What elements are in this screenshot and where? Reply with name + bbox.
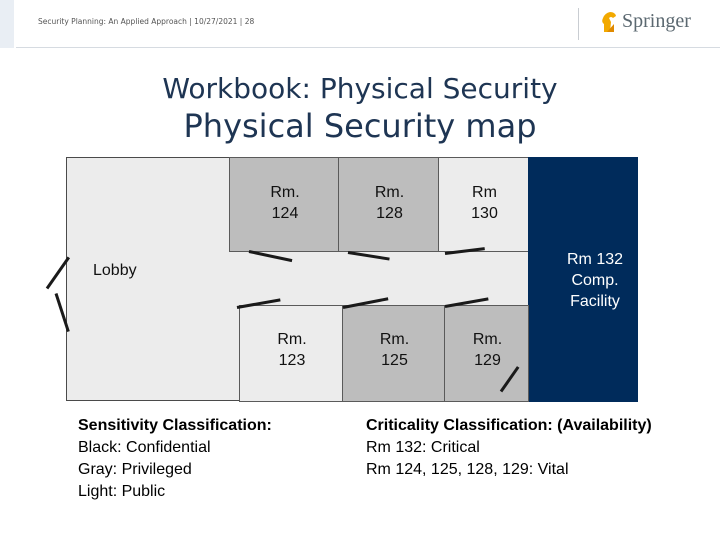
room-132-label-2: Comp. — [571, 272, 619, 289]
logo-text: Springer — [622, 10, 691, 32]
sensitivity-line-2: Gray: Privileged — [78, 461, 192, 478]
sensitivity-legend — [78, 415, 272, 503]
room-132-comp-facility — [528, 157, 638, 402]
criticality-legend — [366, 415, 652, 481]
room-128-label-1: Rm. — [374, 184, 405, 201]
room-124-label-1: Rm. — [270, 184, 300, 201]
slide-supertitle: Workbook: Physical Security — [162, 72, 558, 105]
sensitivity-heading: Sensitivity Classification: — [78, 417, 272, 434]
door-room-128 — [348, 251, 390, 261]
sensitivity-line-1: Black: Confidential — [78, 439, 211, 456]
room-124-label-2: 124 — [271, 205, 299, 222]
criticality-heading: Criticality Classification: (Availability) — [366, 417, 652, 434]
room-132-label-1: Rm 132 — [566, 251, 624, 268]
header-accent-bar — [0, 0, 14, 48]
floor-map — [66, 157, 637, 401]
room-129-label-1: Rm. — [472, 331, 503, 348]
room-128 — [338, 157, 439, 252]
room-128-label-2: 128 — [376, 205, 403, 222]
header-divider — [16, 47, 720, 48]
springer-logo — [598, 8, 698, 36]
room-130-label-2: 130 — [471, 205, 498, 222]
criticality-line-1: Rm 132: Critical — [366, 439, 480, 456]
springer-horse-icon — [598, 10, 620, 34]
room-130 — [438, 157, 529, 252]
sensitivity-line-3: Light: Public — [78, 483, 166, 500]
room-129-label-2: 129 — [474, 352, 501, 369]
room-130-label-1: Rm — [472, 184, 497, 201]
room-123 — [239, 305, 343, 402]
room-132-label-3: Facility — [570, 293, 620, 310]
room-123-label-2: 123 — [278, 352, 306, 369]
criticality-line-2: Rm 124, 125, 128, 129: Vital — [366, 461, 569, 478]
room-125-label-2: 125 — [381, 352, 408, 369]
room-123-label-1: Rm. — [277, 331, 307, 348]
slide-title: Physical Security map — [183, 107, 537, 145]
room-125 — [342, 305, 445, 402]
logo-divider — [578, 8, 579, 40]
room-129 — [444, 305, 529, 402]
lobby-label: Lobby — [93, 262, 137, 279]
room-125-label-1: Rm. — [379, 331, 410, 348]
slide-header-text: Security Planning: An Applied Approach | 10/27/2021 | 28 — [38, 17, 255, 26]
room-124 — [229, 157, 339, 252]
